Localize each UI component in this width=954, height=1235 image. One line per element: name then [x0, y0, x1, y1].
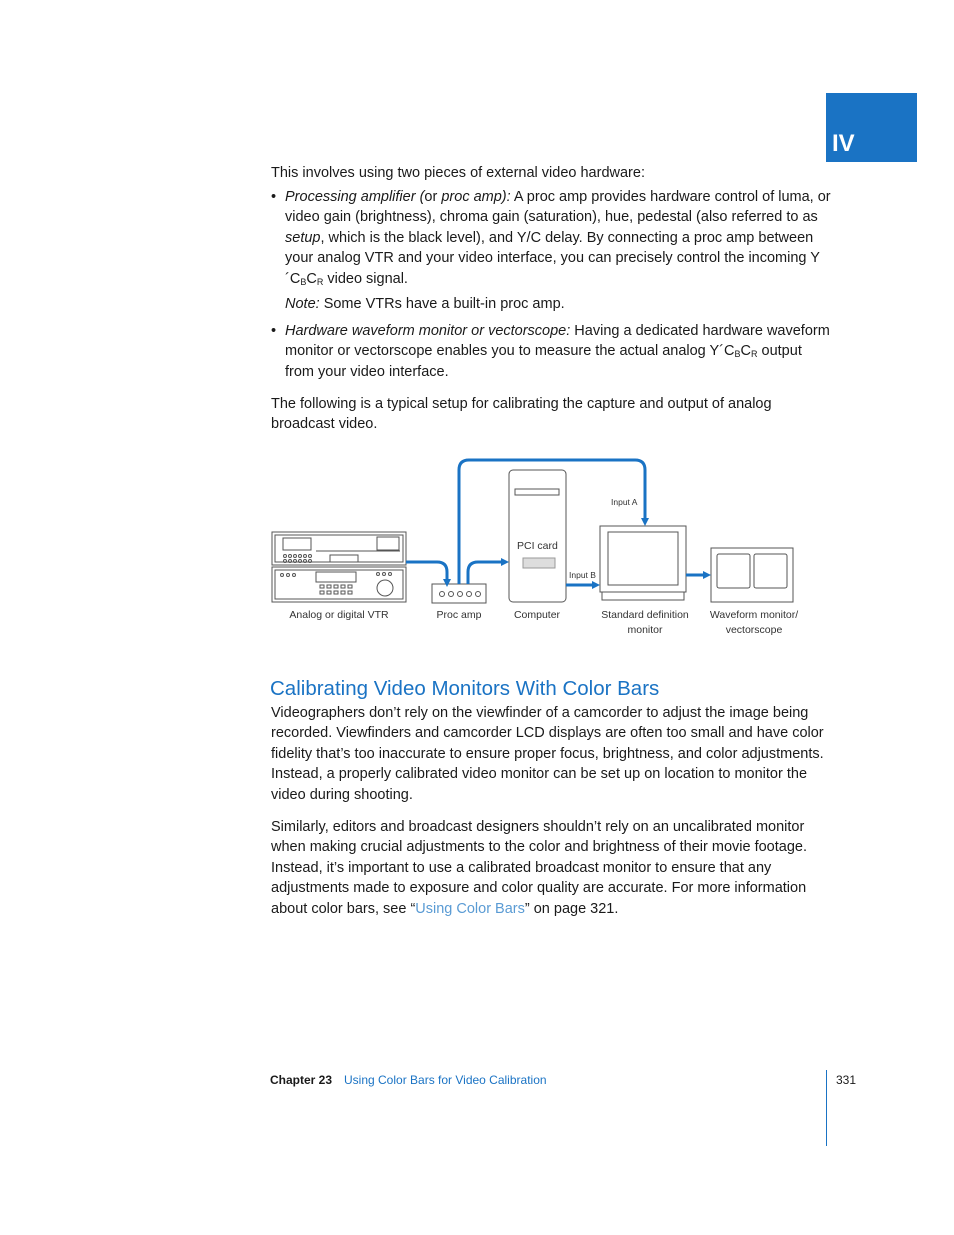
note-label: Note:: [285, 296, 320, 312]
using-color-bars-link[interactable]: Using Color Bars: [415, 900, 525, 917]
footer-chapter-title[interactable]: Using Color Bars for Video Calibration: [344, 1073, 547, 1087]
paragraph-editors: Similarly, editors and broadcast designers shouldn’t rely on an uncalibrated monitor when making crucial adjustments to the color and brightness of their movie footage. Instead, it’s important to use a calibrated broadcast monitor to ensure that any adjustments made to exposure and color quality are accurate. For more information about color bars, see “Using Color Bars” on page 321.: [271, 819, 807, 917]
proc-amp-label: Proc amp: [436, 609, 482, 621]
waveform-label: Waveform monitor/ vectorscope: [709, 609, 799, 636]
footer-chapter: Chapter 23: [270, 1073, 333, 1087]
waveform-monitor-device: [711, 548, 793, 602]
input-a-label: Input A: [611, 497, 638, 507]
vtr-label: Analog or digital VTR: [289, 609, 389, 621]
sd-monitor-device: [600, 526, 686, 600]
bullet-dot: •: [271, 323, 277, 339]
page-number: 331: [836, 1073, 857, 1087]
input-b-label: Input B: [569, 570, 596, 580]
note-text: Some VTRs have a built-in proc amp.: [319, 296, 565, 312]
proc-amp-device: [432, 584, 486, 603]
computer-device: [509, 470, 566, 602]
section-heading: Calibrating Video Monitors With Color Bars: [270, 677, 660, 700]
footer-divider: [826, 1070, 827, 1146]
sd-monitor-label: Standard definition monitor: [601, 609, 689, 636]
intro-paragraph: This involves using two pieces of external video hardware:: [271, 165, 645, 181]
paragraph-videographers: Videographers don’t rely on the viewfinder of a camcorder to adjust the image being recorded. Viewfinders and camcorder LCD displays are often too small and have color fidelity that’s too inaccurate to ensure proper focus, brightness, and color adjustments. Instead, a properly calibrated video monitor can be set up on location to monitor the video during shooting.: [271, 705, 824, 803]
setup-paragraph: The following is a typical setup for calibrating the capture and output of analog broadcast video.: [271, 396, 772, 433]
bullet-waveform-text: Hardware waveform monitor or vectorscope: Having a dedicated hardware waveform monitor or vectorscope enables you to measure the actual analog $Y´C_BC_R$ output from your video interface.: [285, 323, 830, 380]
bullet-proc-amp-text: Processing amplifier (or proc amp): A proc amp provides hardware control of luma, or video gain (brightness), chroma gain (saturation), hue, pedestal (also referred to as setup, which is the black level), and Y/C delay. By connecting a proc amp between your analog VTR and your video interface, you can precisely control the incoming $Y´C_BC_R$ video signal.: [285, 189, 831, 287]
bullet-dot: •: [271, 189, 277, 205]
vtr-device: [272, 532, 406, 602]
pci-card-label: PCI card: [517, 540, 558, 552]
part-tab-label: IV: [832, 130, 855, 157]
computer-label: Computer: [513, 609, 561, 621]
